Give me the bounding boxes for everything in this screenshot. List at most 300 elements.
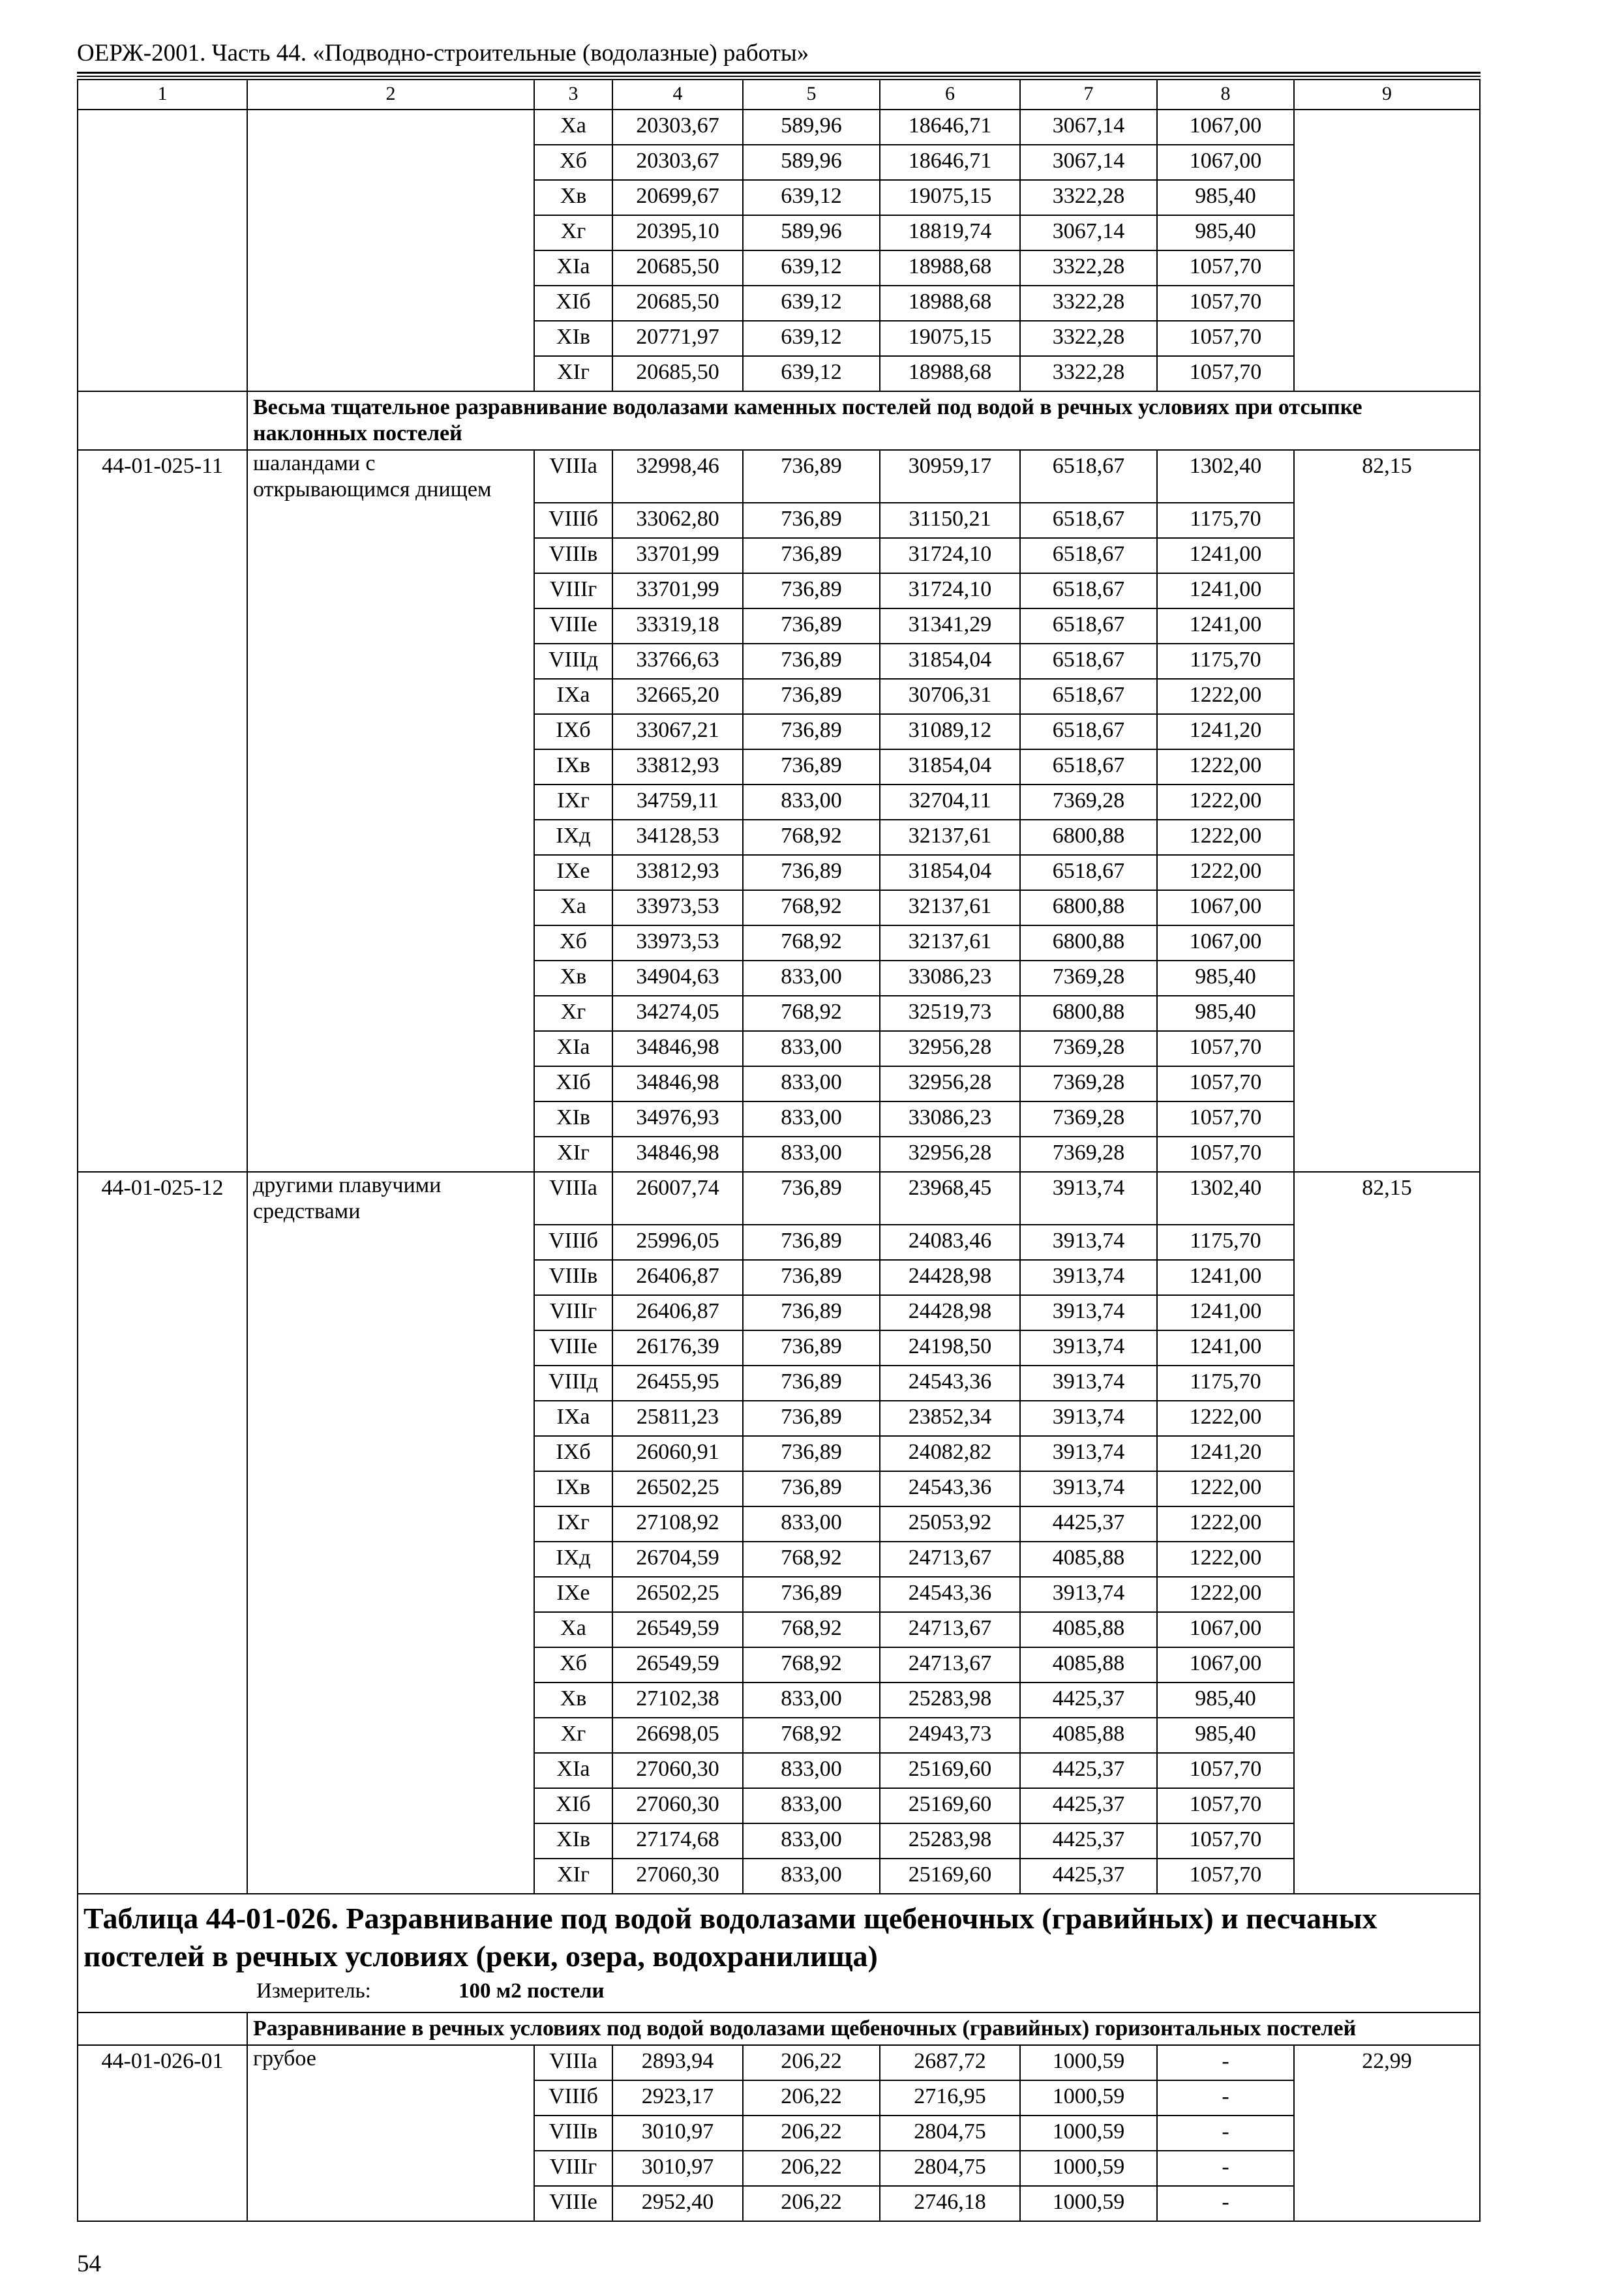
name-cell	[247, 1542, 534, 1577]
table-row	[78, 1788, 1480, 1823]
value-cell: 6518,67	[1020, 714, 1157, 749]
value-cell: 6800,88	[1020, 925, 1157, 961]
value-cell: 33086,23	[880, 961, 1020, 996]
zone-cell: XIб	[534, 1066, 612, 1101]
name-cell	[247, 785, 534, 820]
code-cell	[78, 1683, 247, 1718]
column-number: 9	[1294, 80, 1480, 110]
rates-table	[77, 79, 1481, 2222]
name-cell: шаландами с открывающимся днищем	[247, 450, 534, 503]
name-cell	[247, 180, 534, 215]
col9-cell	[1294, 1647, 1480, 1683]
value-cell: 833,00	[743, 1683, 880, 1718]
value-cell: 2746,18	[880, 2186, 1020, 2221]
value-cell: 26406,87	[612, 1295, 743, 1330]
zone-cell: XIa	[534, 1031, 612, 1066]
table-row	[78, 180, 1480, 215]
value-cell: 4425,37	[1020, 1506, 1157, 1542]
value-cell: 3010,97	[612, 2116, 743, 2151]
table-title: Таблица 44-01-026. Разравнивание под водой водолазами щебеночных (гравийных) и песчаных постелей в речных условиях (реки, озера, водохранилища)	[83, 1902, 1377, 1973]
value-cell: -	[1157, 2186, 1294, 2221]
value-cell: 26060,91	[612, 1436, 743, 1471]
value-cell: 985,40	[1157, 961, 1294, 996]
name-cell	[247, 1506, 534, 1542]
value-cell: 24428,98	[880, 1295, 1020, 1330]
zone-cell: IXe	[534, 1577, 612, 1612]
value-cell: 833,00	[743, 1823, 880, 1859]
value-cell: 639,12	[743, 180, 880, 215]
value-cell: 768,92	[743, 1612, 880, 1647]
section-title: Весьма тщательное разравнивание водолазами каменных постелей под водой в речных условиях при отсыпке наклонных постелей	[247, 391, 1480, 450]
value-cell: 1175,70	[1157, 1366, 1294, 1401]
col9-cell	[1294, 1542, 1480, 1577]
col9-cell	[1294, 820, 1480, 855]
table-row	[78, 1330, 1480, 1366]
code-cell	[78, 1401, 247, 1436]
zone-cell: VIIIб	[534, 2080, 612, 2116]
name-cell	[247, 608, 534, 644]
value-cell: 736,89	[743, 1471, 880, 1506]
name-cell	[247, 1260, 534, 1295]
value-cell: 24543,36	[880, 1366, 1020, 1401]
table-row	[78, 749, 1480, 785]
value-cell: 3322,28	[1020, 321, 1157, 356]
zone-cell: Xг	[534, 996, 612, 1031]
value-cell: 31724,10	[880, 538, 1020, 573]
value-cell: 20771,97	[612, 321, 743, 356]
value-cell: 34904,63	[612, 961, 743, 996]
value-cell: 4085,88	[1020, 1647, 1157, 1683]
col9-cell	[1294, 1366, 1480, 1401]
col9-cell	[1294, 1260, 1480, 1295]
value-cell: 26549,59	[612, 1612, 743, 1647]
name-cell	[247, 644, 534, 679]
table-row	[78, 785, 1480, 820]
value-cell: 768,92	[743, 1718, 880, 1753]
col9-cell	[1294, 1683, 1480, 1718]
value-cell: 1057,70	[1157, 1859, 1294, 1894]
table-row	[78, 1683, 1480, 1718]
value-cell: 27174,68	[612, 1823, 743, 1859]
value-cell: 32704,11	[880, 785, 1020, 820]
col9-cell	[1294, 1101, 1480, 1137]
value-cell: 1057,70	[1157, 1788, 1294, 1823]
value-cell: 24428,98	[880, 1260, 1020, 1295]
value-cell: 33319,18	[612, 608, 743, 644]
value-cell: 736,89	[743, 503, 880, 538]
value-cell: 736,89	[743, 1330, 880, 1366]
name-cell	[247, 356, 534, 391]
code-cell	[78, 1506, 247, 1542]
value-cell: 1241,00	[1157, 538, 1294, 573]
value-cell: 736,89	[743, 714, 880, 749]
name-cell	[247, 1225, 534, 1260]
value-cell: 20303,67	[612, 110, 743, 145]
zone-cell: VIIIe	[534, 608, 612, 644]
value-cell: 833,00	[743, 1066, 880, 1101]
value-cell: 26176,39	[612, 1330, 743, 1366]
value-cell: 25169,60	[880, 1753, 1020, 1788]
name-cell	[247, 1753, 534, 1788]
value-cell: 25283,98	[880, 1823, 1020, 1859]
zone-cell: VIIIд	[534, 644, 612, 679]
value-cell: 18646,71	[880, 145, 1020, 180]
table-row	[78, 644, 1480, 679]
value-cell: 24198,50	[880, 1330, 1020, 1366]
value-cell: 736,89	[743, 1366, 880, 1401]
name-cell	[247, 1471, 534, 1506]
zone-cell: XIв	[534, 321, 612, 356]
value-cell: 1241,20	[1157, 714, 1294, 749]
value-cell: 639,12	[743, 286, 880, 321]
value-cell: 34846,98	[612, 1066, 743, 1101]
code-cell	[78, 890, 247, 925]
value-cell: 1067,00	[1157, 890, 1294, 925]
code-cell	[78, 1260, 247, 1295]
value-cell: 7369,28	[1020, 961, 1157, 996]
value-cell: 27060,30	[612, 1788, 743, 1823]
zone-cell: VIIIд	[534, 1366, 612, 1401]
value-cell: 30706,31	[880, 679, 1020, 714]
table-row	[78, 890, 1480, 925]
value-cell: 639,12	[743, 250, 880, 286]
value-cell: 34846,98	[612, 1137, 743, 1172]
value-cell: 4425,37	[1020, 1788, 1157, 1823]
value-cell: 833,00	[743, 1101, 880, 1137]
value-cell: 1222,00	[1157, 855, 1294, 890]
value-cell: 736,89	[743, 538, 880, 573]
value-cell: 34759,11	[612, 785, 743, 820]
value-cell: 33067,21	[612, 714, 743, 749]
value-cell: 18988,68	[880, 356, 1020, 391]
value-cell: 736,89	[743, 749, 880, 785]
col9-cell: 82,15	[1294, 1172, 1480, 1225]
code-cell	[78, 2151, 247, 2186]
column-number: 7	[1020, 80, 1157, 110]
code-cell	[78, 215, 247, 250]
name-cell	[247, 890, 534, 925]
col9-cell	[1294, 1137, 1480, 1172]
name-cell	[247, 145, 534, 180]
code-cell	[78, 1753, 247, 1788]
name-cell	[247, 321, 534, 356]
zone-cell: XIв	[534, 1101, 612, 1137]
code-cell	[78, 2080, 247, 2116]
value-cell: 24083,46	[880, 1225, 1020, 1260]
value-cell: 24713,67	[880, 1612, 1020, 1647]
table-row	[78, 1506, 1480, 1542]
table-row	[78, 250, 1480, 286]
table-row	[78, 1542, 1480, 1577]
value-cell: 19075,15	[880, 180, 1020, 215]
value-cell: 833,00	[743, 1753, 880, 1788]
table-row	[78, 2080, 1480, 2116]
zone-cell: IXe	[534, 855, 612, 890]
code-cell: 44-01-025-12	[78, 1172, 247, 1225]
value-cell: 3913,74	[1020, 1366, 1157, 1401]
zone-cell: XIг	[534, 1859, 612, 1894]
table-title-cell	[78, 1894, 1480, 2012]
code-cell: 44-01-025-11	[78, 450, 247, 503]
name-cell	[247, 538, 534, 573]
value-cell: 32137,61	[880, 925, 1020, 961]
col9-cell	[1294, 503, 1480, 538]
value-cell: 589,96	[743, 145, 880, 180]
table-row	[78, 1066, 1480, 1101]
table-row	[78, 2045, 1480, 2080]
value-cell: 985,40	[1157, 996, 1294, 1031]
name-cell	[247, 1612, 534, 1647]
code-cell	[78, 1101, 247, 1137]
value-cell: -	[1157, 2116, 1294, 2151]
table-row	[78, 503, 1480, 538]
code-cell	[78, 679, 247, 714]
zone-cell: IXг	[534, 1506, 612, 1542]
value-cell: 25053,92	[880, 1506, 1020, 1542]
value-cell: 1241,00	[1157, 1330, 1294, 1366]
value-cell: 206,22	[743, 2186, 880, 2221]
value-cell: 1067,00	[1157, 1647, 1294, 1683]
col9-cell	[1294, 321, 1480, 356]
value-cell: 3913,74	[1020, 1225, 1157, 1260]
value-cell: 833,00	[743, 1031, 880, 1066]
zone-cell: Xб	[534, 925, 612, 961]
zone-cell: IXд	[534, 820, 612, 855]
value-cell: 736,89	[743, 1172, 880, 1225]
value-cell: 206,22	[743, 2151, 880, 2186]
value-cell: 1222,00	[1157, 785, 1294, 820]
table-row	[78, 1647, 1480, 1683]
col9-cell	[1294, 1753, 1480, 1788]
value-cell: 206,22	[743, 2116, 880, 2151]
value-cell: 833,00	[743, 1506, 880, 1542]
name-cell	[247, 679, 534, 714]
section-blank-cell	[78, 2012, 247, 2045]
table-row	[78, 145, 1480, 180]
value-cell: 3913,74	[1020, 1436, 1157, 1471]
value-cell: 24543,36	[880, 1577, 1020, 1612]
name-cell	[247, 996, 534, 1031]
zone-cell: VIIIa	[534, 1172, 612, 1225]
value-cell: -	[1157, 2080, 1294, 2116]
name-cell: грубое	[247, 2045, 534, 2080]
measure-value: 100 м2 постели	[459, 1979, 605, 2003]
value-cell: 1241,00	[1157, 573, 1294, 608]
name-cell	[247, 855, 534, 890]
col9-cell	[1294, 1436, 1480, 1471]
column-number: 6	[880, 80, 1020, 110]
value-cell: 32519,73	[880, 996, 1020, 1031]
value-cell: 736,89	[743, 644, 880, 679]
col9-cell	[1294, 961, 1480, 996]
table-row	[78, 1225, 1480, 1260]
value-cell: 25283,98	[880, 1683, 1020, 1718]
col9-cell	[1294, 925, 1480, 961]
column-number: 4	[612, 80, 743, 110]
value-cell: 20685,50	[612, 250, 743, 286]
value-cell: 1175,70	[1157, 503, 1294, 538]
code-cell	[78, 2116, 247, 2151]
zone-cell: IXa	[534, 1401, 612, 1436]
value-cell: 736,89	[743, 855, 880, 890]
name-cell	[247, 110, 534, 145]
value-cell: 736,89	[743, 1436, 880, 1471]
name-cell	[247, 215, 534, 250]
code-cell	[78, 1788, 247, 1823]
col9-cell	[1294, 2116, 1480, 2151]
col9-cell	[1294, 2080, 1480, 2116]
value-cell: 3010,97	[612, 2151, 743, 2186]
value-cell: 31854,04	[880, 644, 1020, 679]
col9-cell	[1294, 110, 1480, 145]
section-heading-row	[78, 2012, 1480, 2045]
value-cell: 3913,74	[1020, 1260, 1157, 1295]
zone-cell: VIIIe	[534, 1330, 612, 1366]
zone-cell: VIIIб	[534, 503, 612, 538]
code-cell	[78, 855, 247, 890]
value-cell: 3913,74	[1020, 1330, 1157, 1366]
value-cell: 736,89	[743, 1401, 880, 1436]
code-cell	[78, 1859, 247, 1894]
measure-label: Измеритель:	[256, 1979, 371, 2003]
value-cell: 1057,70	[1157, 1753, 1294, 1788]
value-cell: 1175,70	[1157, 644, 1294, 679]
col9-cell	[1294, 145, 1480, 180]
col9-cell	[1294, 1295, 1480, 1330]
value-cell: 1057,70	[1157, 250, 1294, 286]
table-row	[78, 679, 1480, 714]
col9-cell	[1294, 996, 1480, 1031]
zone-cell: VIIIa	[534, 2045, 612, 2080]
col9-cell: 82,15	[1294, 450, 1480, 503]
col9-cell	[1294, 890, 1480, 925]
table-row	[78, 538, 1480, 573]
zone-cell: IXв	[534, 1471, 612, 1506]
value-cell: 6518,67	[1020, 644, 1157, 679]
table-row	[78, 110, 1480, 145]
value-cell: -	[1157, 2151, 1294, 2186]
value-cell: 7369,28	[1020, 1066, 1157, 1101]
value-cell: 1222,00	[1157, 1401, 1294, 1436]
value-cell: 33701,99	[612, 573, 743, 608]
value-cell: 4425,37	[1020, 1859, 1157, 1894]
name-cell	[247, 1436, 534, 1471]
value-cell: 1057,70	[1157, 356, 1294, 391]
value-cell: 34274,05	[612, 996, 743, 1031]
value-cell: 33766,63	[612, 644, 743, 679]
value-cell: 25996,05	[612, 1225, 743, 1260]
code-cell	[78, 2186, 247, 2221]
value-cell: 985,40	[1157, 215, 1294, 250]
col9-cell	[1294, 749, 1480, 785]
col9-cell	[1294, 1471, 1480, 1506]
value-cell: 2716,95	[880, 2080, 1020, 2116]
col9-cell	[1294, 2186, 1480, 2221]
value-cell: 24082,82	[880, 1436, 1020, 1471]
table-row	[78, 961, 1480, 996]
name-cell	[247, 1330, 534, 1366]
column-number: 2	[247, 80, 534, 110]
value-cell: 736,89	[743, 573, 880, 608]
table-row	[78, 1260, 1480, 1295]
value-cell: 33701,99	[612, 538, 743, 573]
value-cell: 3322,28	[1020, 356, 1157, 391]
value-cell: 32665,20	[612, 679, 743, 714]
zone-cell: IXг	[534, 785, 612, 820]
table-row	[78, 1401, 1480, 1436]
value-cell: 31854,04	[880, 855, 1020, 890]
value-cell: 6518,67	[1020, 749, 1157, 785]
value-cell: 32956,28	[880, 1031, 1020, 1066]
value-cell: 23852,34	[880, 1401, 1020, 1436]
table-row	[78, 1436, 1480, 1471]
table-row	[78, 714, 1480, 749]
col9-cell	[1294, 573, 1480, 608]
col9-cell	[1294, 180, 1480, 215]
zone-cell: Xв	[534, 180, 612, 215]
value-cell: 1000,59	[1020, 2045, 1157, 2080]
code-cell	[78, 538, 247, 573]
name-cell	[247, 1401, 534, 1436]
col9-cell	[1294, 608, 1480, 644]
value-cell: 32137,61	[880, 820, 1020, 855]
name-cell	[247, 714, 534, 749]
value-cell: 736,89	[743, 1225, 880, 1260]
value-cell: 4085,88	[1020, 1612, 1157, 1647]
code-cell	[78, 749, 247, 785]
value-cell: 1000,59	[1020, 2080, 1157, 2116]
value-cell: 30959,17	[880, 450, 1020, 503]
value-cell: 18988,68	[880, 286, 1020, 321]
col9-cell	[1294, 855, 1480, 890]
name-cell	[247, 1859, 534, 1894]
column-number-row	[78, 80, 1480, 110]
value-cell: 206,22	[743, 2045, 880, 2080]
code-cell	[78, 925, 247, 961]
page-header: ОЕРЖ-2001. Часть 44. «Подводно-строительные (водолазные) работы»	[77, 40, 809, 67]
value-cell: 33812,93	[612, 749, 743, 785]
zone-cell: Xг	[534, 215, 612, 250]
name-cell	[247, 1031, 534, 1066]
value-cell: 1000,59	[1020, 2151, 1157, 2186]
value-cell: 3913,74	[1020, 1172, 1157, 1225]
col9-cell	[1294, 1859, 1480, 1894]
value-cell: 589,96	[743, 110, 880, 145]
value-cell: 985,40	[1157, 1718, 1294, 1753]
value-cell: 1222,00	[1157, 820, 1294, 855]
zone-cell: IXб	[534, 714, 612, 749]
col9-cell	[1294, 250, 1480, 286]
value-cell: 31854,04	[880, 749, 1020, 785]
value-cell: 25169,60	[880, 1859, 1020, 1894]
table-row	[78, 925, 1480, 961]
value-cell: 768,92	[743, 820, 880, 855]
code-cell	[78, 1225, 247, 1260]
value-cell: 639,12	[743, 356, 880, 391]
value-cell: 26502,25	[612, 1577, 743, 1612]
section-title: Разравнивание в речных условиях под водой водолазами щебеночных (гравийных) горизонтальных постелей	[247, 2012, 1480, 2045]
value-cell: 833,00	[743, 1859, 880, 1894]
col9-cell	[1294, 1066, 1480, 1101]
col9-cell	[1294, 1612, 1480, 1647]
value-cell: 1222,00	[1157, 1577, 1294, 1612]
name-cell	[247, 573, 534, 608]
name-cell	[247, 820, 534, 855]
value-cell: 1222,00	[1157, 1542, 1294, 1577]
col9-cell	[1294, 1577, 1480, 1612]
zone-cell: IXд	[534, 1542, 612, 1577]
code-cell	[78, 1718, 247, 1753]
